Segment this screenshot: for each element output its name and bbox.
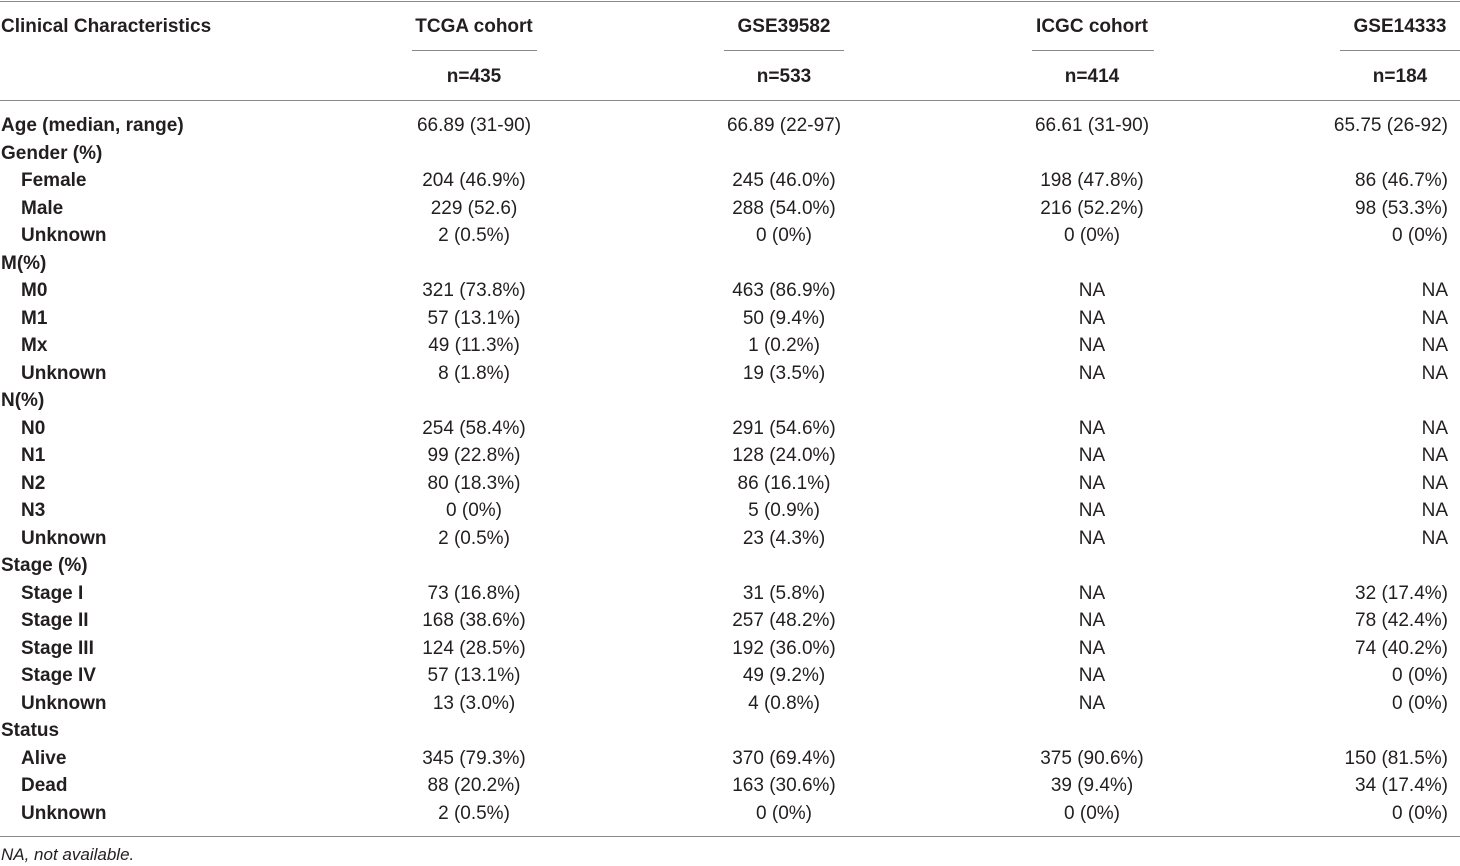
cell-value: 74 (40.2%) [1355, 637, 1448, 659]
row-label: Gender (%) [1, 142, 103, 164]
cell-value: 39 (9.4%) [1050, 775, 1134, 796]
header-gse39582-underline [724, 50, 844, 51]
row-label: Stage IV [21, 665, 96, 686]
row-label: M1 [21, 307, 48, 329]
row-label: Female [21, 170, 87, 191]
row-label: Unknown [21, 802, 107, 824]
cell-value: 2 (0.5%) [438, 802, 510, 824]
row-label: Dead [21, 775, 68, 796]
table-row [0, 112, 1460, 140]
table-row [0, 167, 1460, 195]
cell-value: 5 (0.9%) [748, 500, 820, 521]
cell-value: 57 (13.1%) [427, 307, 521, 329]
table-row [0, 772, 1460, 800]
cell-value: 168 (38.6%) [422, 610, 526, 631]
cell-value: NA [1078, 362, 1106, 384]
cell-value: 0 (0%) [446, 500, 502, 521]
cell-value: 288 (54.0%) [732, 197, 836, 219]
table-row [0, 442, 1460, 470]
cell-value: 124 (28.5%) [422, 637, 526, 659]
row-label: M0 [21, 280, 48, 301]
cell-value: 321 (73.8%) [422, 280, 526, 301]
row-label: Alive [21, 747, 67, 769]
cell-value: NA [1421, 445, 1448, 466]
cell-value: 66.89 (31-90) [416, 115, 532, 136]
table-row [0, 525, 1460, 553]
row-label: Male [21, 197, 64, 219]
table-row [0, 470, 1460, 498]
cell-value: 13 (3.0%) [432, 692, 516, 714]
cell-value: 86 (16.1%) [737, 472, 831, 494]
table-row [0, 250, 1460, 278]
table-row [0, 662, 1460, 690]
cell-value: 57 (13.1%) [427, 665, 521, 686]
cell-value: 2 (0.5%) [438, 225, 510, 246]
cell-value: 65.75 (26-92) [1333, 115, 1448, 136]
cell-value: 86 (46.7%) [1355, 170, 1448, 191]
row-label: Mx [21, 335, 48, 356]
cell-value: 4 (0.8%) [748, 692, 820, 714]
cell-value: 34 (17.4%) [1355, 775, 1448, 796]
cell-value: NA [1421, 500, 1448, 521]
table-body [0, 112, 1460, 827]
header-gse14333-n: n=184 [1372, 66, 1428, 87]
header-icgc-n: n=414 [1064, 66, 1120, 87]
cell-value: 99 (22.8%) [427, 445, 521, 466]
cell-value: 192 (36.0%) [732, 637, 836, 659]
table-row [0, 717, 1460, 745]
cell-value: 19 (3.5%) [742, 362, 826, 384]
cell-value: 198 (47.8%) [1040, 170, 1144, 191]
cell-value: 0 (0%) [756, 225, 812, 246]
table-row [0, 305, 1460, 333]
row-label: N3 [21, 500, 46, 521]
cell-value: 0 (0%) [756, 802, 812, 824]
table-footnote: NA, not available. [1, 845, 135, 864]
header-clinical-characteristics: Clinical Characteristics [1, 16, 212, 37]
header-gse14333-underline [1340, 50, 1460, 51]
cell-value: 216 (52.2%) [1040, 197, 1144, 219]
cell-value: 204 (46.9%) [422, 170, 526, 191]
table-row [0, 140, 1460, 168]
cell-value: 32 (17.4%) [1355, 582, 1448, 604]
cell-value: 229 (52.6) [430, 197, 518, 219]
cell-value: NA [1078, 417, 1106, 439]
header-tcga-underline [412, 50, 537, 51]
cell-value: 66.89 (22-97) [726, 115, 842, 136]
cell-value: 345 (79.3%) [422, 747, 526, 769]
row-label: Status [1, 720, 60, 741]
table-row [0, 360, 1460, 388]
cell-value: 88 (20.2%) [427, 775, 521, 796]
cell-value: 375 (90.6%) [1040, 747, 1144, 769]
header-gse39582-n: n=533 [756, 66, 812, 87]
table-bottom-rule [0, 836, 1460, 837]
table-row [0, 277, 1460, 305]
header-tcga-n: n=435 [446, 66, 502, 87]
cell-value: NA [1078, 280, 1106, 301]
cell-value: NA [1078, 527, 1106, 549]
cell-value: 98 (53.3%) [1355, 197, 1448, 219]
cell-value: NA [1078, 665, 1106, 686]
cell-value: NA [1078, 307, 1106, 329]
cell-value: NA [1078, 610, 1106, 631]
cell-value: NA [1421, 307, 1448, 329]
cell-value: 80 (18.3%) [427, 472, 521, 494]
cell-value: 128 (24.0%) [732, 445, 836, 466]
table-row [0, 607, 1460, 635]
cell-value: 49 (11.3%) [428, 335, 520, 356]
cell-value: 291 (54.6%) [732, 417, 836, 439]
table-row [0, 387, 1460, 415]
cell-value: 8 (1.8%) [438, 362, 510, 384]
row-label: Stage III [21, 637, 94, 659]
cell-value: 66.61 (31-90) [1034, 115, 1150, 136]
cell-value: NA [1421, 280, 1448, 301]
table-row [0, 552, 1460, 580]
cell-value: 0 (0%) [1392, 692, 1448, 714]
table-row [0, 580, 1460, 608]
cell-value: NA [1078, 692, 1106, 714]
cell-value: NA [1078, 500, 1106, 521]
table-top-rule [0, 1, 1460, 2]
row-label: Unknown [21, 527, 107, 549]
row-label: N(%) [1, 390, 45, 411]
cell-value: NA [1421, 335, 1448, 356]
table-header-rule [0, 100, 1460, 101]
cell-value: NA [1078, 472, 1106, 494]
row-label: Stage (%) [1, 555, 88, 576]
row-label: Stage II [21, 610, 89, 631]
table-row [0, 745, 1460, 773]
cell-value: 257 (48.2%) [732, 610, 836, 631]
table-row [0, 800, 1460, 828]
row-label: N1 [21, 445, 46, 466]
cell-value: 163 (30.6%) [732, 775, 836, 796]
cell-value: 78 (42.4%) [1355, 610, 1448, 631]
cell-value: 31 (5.8%) [742, 582, 826, 604]
table-row [0, 690, 1460, 718]
row-label: Unknown [21, 225, 107, 246]
header-icgc-underline [1032, 50, 1154, 51]
cell-value: 0 (0%) [1392, 802, 1448, 824]
header-icgc-cohort: ICGC cohort [1036, 16, 1148, 37]
row-label: N2 [21, 472, 46, 494]
table-row [0, 195, 1460, 223]
header-gse39582: GSE39582 [737, 16, 831, 37]
cell-value: 463 (86.9%) [732, 280, 836, 301]
row-label: Unknown [21, 362, 107, 384]
table-row [0, 635, 1460, 663]
cell-value: NA [1078, 637, 1106, 659]
row-label: M(%) [1, 252, 47, 274]
cell-value: 23 (4.3%) [742, 527, 826, 549]
cell-value: 0 (0%) [1392, 225, 1448, 246]
cell-value: 1 (0.2%) [748, 335, 820, 356]
cell-value: 73 (16.8%) [427, 582, 521, 604]
header-gse14333: GSE14333 [1353, 16, 1447, 37]
row-label: Unknown [21, 692, 107, 714]
cell-value: NA [1421, 417, 1448, 439]
cell-value: 254 (58.4%) [422, 417, 526, 439]
table-row [0, 497, 1460, 525]
cell-value: 0 (0%) [1064, 802, 1120, 824]
table-row [0, 222, 1460, 250]
cell-value: NA [1421, 527, 1448, 549]
cell-value: NA [1078, 582, 1106, 604]
cell-value: 370 (69.4%) [732, 747, 836, 769]
cell-value: 0 (0%) [1392, 665, 1448, 686]
cell-value: 150 (81.5%) [1344, 747, 1448, 769]
header-tcga-cohort: TCGA cohort [415, 16, 533, 37]
cell-value: 50 (9.4%) [742, 307, 826, 329]
row-label: N0 [21, 417, 46, 439]
cell-value: NA [1421, 472, 1448, 494]
cell-value: 0 (0%) [1064, 225, 1120, 246]
cell-value: NA [1078, 335, 1106, 356]
cell-value: 2 (0.5%) [438, 527, 510, 549]
cell-value: NA [1421, 362, 1448, 384]
row-label: Stage I [21, 582, 84, 604]
cell-value: 245 (46.0%) [732, 170, 836, 191]
row-label: Age (median, range) [1, 115, 184, 136]
table-row [0, 332, 1460, 360]
table-row [0, 415, 1460, 443]
cell-value: 49 (9.2%) [742, 665, 826, 686]
cell-value: NA [1078, 445, 1106, 466]
